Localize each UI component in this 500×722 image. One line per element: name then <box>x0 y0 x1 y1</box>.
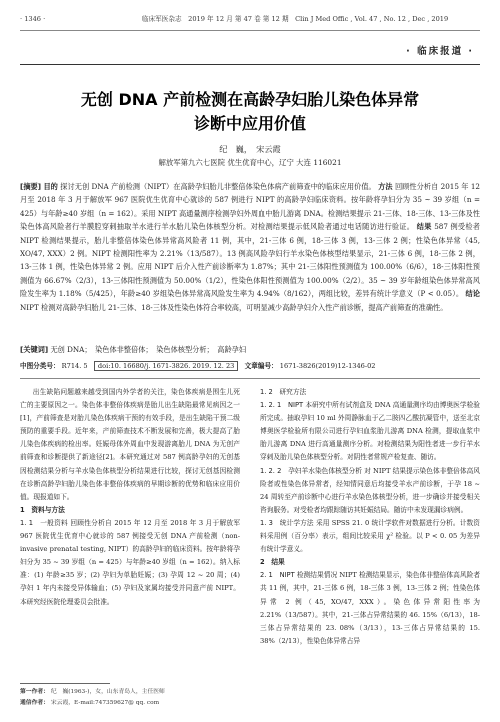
abstract-results-label: 结果 <box>416 222 432 232</box>
subsection-heading: 1. 2 研究方法 <box>260 388 307 396</box>
article-title <box>20 88 480 136</box>
section-rule <box>20 64 480 65</box>
abstract-label: [摘要] <box>20 182 42 191</box>
corresponding-author: 宋云霞，E-mail:747359627@ qq. com <box>50 699 160 706</box>
title-line-2: 诊断中应用价值 <box>193 114 306 133</box>
abstract-results: 587 例受检者 NIPT 检测结果提示，胎儿非整倍体染色体异常高风险者 11 例，其中，21-三体 6 例，18-三体 3 例，13-三体 2 例；性染色体异常（45, XO/47, XXX）2 例。NIPT 检测阳性率为 2.21%（13/587）。13 例高风险孕妇行羊水染色体核型结果显示，21-三体 6 例，18-三体 2 例，13-三体 1 例，性染色体异常 2 例。应用 NIPT 后介入性产前诊断率为 1.87%；其中 21-三体阳性预测值为 100.00%（6/6），18-三体阳性预测值为 66.67%（2/3），13-三体阳性预测值为 50.00%（1/2），性染色体阳性预测值为 100.00%（2/2）。35 ~ 39 岁年龄组染色体异常高风险发生率为 1.18%（5/425），年龄≥40 岁组染色体异常高风险发生率为 4.94%（8/162），两组比较，差异有统计学意义（P < 0.05）。 <box>20 222 480 299</box>
body-column-left <box>20 386 240 609</box>
page-number: · 1346 · <box>20 15 46 23</box>
clc-number: R714. 5 <box>61 362 88 370</box>
abstract-objective-label: 目的 <box>43 182 58 191</box>
doi: doi:10. 16680/j. 1671-3826. 2019. 12. 23 <box>94 361 238 371</box>
subsection-heading: 1. 3 统计学方法 <box>260 518 314 527</box>
corresponding-author-label: 通信作者： <box>20 699 49 706</box>
body-paragraph: 回顾性分析自 2015 年 12 月至 2018 年 3 月于解放军 967 医院优生优育中心就诊的 587 例接受无创 DNA 产前检测（non-invasive prenatal testing, NIPT）的高龄孕妇的临床资料。按年龄将孕妇分为 35 ~ 39 岁组（n = 425）与年龄≥40 岁组（n = 162）。纳入标准：(1) 年龄≥35 岁；(2) 孕妇为单胎妊娠；(3) 孕周 12 ~ 20 周；(4) 孕妇 1 年内未接受异体输血；(5) 孕妇及家属均接受并同意产前 NIPT。本研究经医院伦理委员会批准。 <box>20 518 241 606</box>
article-number: 1671-3826(2019)12-1346-02 <box>279 362 376 370</box>
section-heading: 2 结果 <box>260 558 285 567</box>
running-header <box>20 12 480 26</box>
abstract-conclusion: NIPT 检测对高龄孕妇胎儿 21-三体、18-三体及性染色体符合率较高，可明显减少高龄孕妇介入性产前诊断，提高产前筛查的准确性。 <box>20 302 448 312</box>
column-tag: · 临床报道 · <box>406 46 474 57</box>
body-paragraph: 出生缺陷问题越来越受到国内外学者的关注，染色体疾病是围生儿死亡的主要原因之一。染色体非整倍体疾病是胎儿出生缺陷最常见病因之一[1]，产前筛查是对胎儿染色体疾病干预的有效手段，是出生缺陷干预二级预防的重要手段。近年来，产前筛查技术不断发展和完善，极大提高了胎儿染色体疾病的检出率。妊娠母体外周血中发现游离胎儿 DNA 为无创产前筛查和诊断提供了新途径[2]。本研究通过对 587 例高龄孕妇的无创基因检测结果分析与羊水染色体核型分析结果进行比较，探讨无创基因检测在诊断高龄孕妇胎儿染色体非整倍体疾病的早期诊断的优势和临床应用价值。现报道如下。 <box>20 388 240 501</box>
subsection-heading: 1. 2. 1 NIPT <box>260 401 304 410</box>
clc-label: 中图分类号： <box>20 362 60 370</box>
body-separator <box>20 378 480 379</box>
first-author: 纪 巍(1963-)，女，山东青岛人，主任医师 <box>50 689 165 695</box>
classification-line <box>20 360 480 373</box>
abstract-methods: 回顾性分析自 2015 年 12 月至 2018 年 3 月于解放军 967 医院优生优育中心就诊的 587 例进行 NIPT 的高龄孕妇临床资料。按年龄将孕妇分为 35 ~ 39 岁组（n = 425）与年龄≥40 岁组（n = 162）。采用 NIPT 高通量测序检测孕妇外周血中胎儿游离 DNA。检测结果提示 21-三体、18-三体、13-三体及性染色体高风险者行羊膜腔穿刺抽取羊水进行羊水胎儿染色体核型分析。对检测结果提示低风险者通过电话随访进行验证。 <box>20 182 480 232</box>
keywords-text: 无创 DNA； 染色体非整倍体； 染色体核型分析； 高龄孕妇 <box>50 345 247 354</box>
body-paragraph: NIPT 检测结果显示，染色体非整倍体高风险者共 11 例，其中，21-三体 6 例，18-三体 3 例，13-三体 2 例；性染色体异常 2 例（45, XO/47, XXX）。染色体异常阳性率为 2.21%（13/587）。其中，21-三体占异常结果的 46. 15%（6/13），18-三体占异常结果的 23. 08%（3/13），13-三体占异常结果的 15. 38%（2/13），性染色体异常占异 <box>260 571 481 645</box>
abstract-objective: 探讨无创 DNA 产前检测（NIPT）在高龄孕妇胎儿非整倍体染色体病产前筛查中的临床应用价值。 <box>60 182 376 191</box>
body-column-right <box>260 386 480 648</box>
abstract-methods-label: 方法 <box>378 182 393 191</box>
article-number-label: 文章编号： <box>244 362 278 370</box>
section-heading: 1 资料与方法 <box>20 505 65 514</box>
author-list: 纪 巍， 宋云霞 <box>219 144 281 154</box>
title-line-1: 无创 DNA 产前检测在高龄孕妇胎儿染色体异常 <box>80 90 420 109</box>
subsection-heading: 1. 1 一般资料 <box>20 518 68 527</box>
abstract <box>20 180 480 314</box>
journal-citation: 临床军医杂志 2019 年 12 月 第 47 卷 第 12 期 Clin J Med Offic , Vol. 47 , No. 12 , Dec , 2019 <box>142 15 449 23</box>
subsection-heading: 1. 2. 2 孕妇羊水染色体核型分析 <box>260 466 362 475</box>
footnotes <box>20 687 240 708</box>
keywords-label: [关键词] <box>20 345 49 354</box>
first-author-label: 第一作者： <box>20 689 49 695</box>
body-paragraph: 采用 SPSS 21. 0 统计学软件对数据进行分析。计数资料采用例（百分率）表示，组间比较采用 χ² 检验。以 P < 0. 05 为差异有统计学意义。 <box>260 518 480 554</box>
abstract-conclusion-label: 结论 <box>465 289 480 299</box>
keywords <box>20 343 480 356</box>
body-paragraph: 对 NIPT 结果提示染色体非整倍体高风险者或性染色体异常者，经知情同意后均接受羊水产前诊断，于孕 18 ~ 24 周转至产前诊断中心进行羊水染色体核型分析，进一步确诊并接受相关咨询服务。对受检者均跟踪随访其妊娠结局。随访中未发现漏诊病例。 <box>260 466 480 514</box>
header-rule <box>20 30 480 31</box>
subsection-heading: 2. 1 NIPT 检测结果情况 <box>260 571 338 580</box>
body-paragraph: 本研究中所有试剂盒及 DNA 高通量测序均由博奥医学检验所完成。抽取孕妇 10 ml 外周静脉血于乙二胺四乙酸抗凝管中，送至北京博奥医学检验所有限公司进行孕妇血浆胎儿游离 DNA 检测，提取血浆中胎儿游离 DNA 进行高通量测序分析。对检测结果为阳性者进一步行羊水穿刺及胎儿染色体核型分析。对阴性者常规产检复查、随访。 <box>260 401 480 462</box>
footnote-rule <box>20 683 110 684</box>
affiliation: 解放军第九六七医院 优生优育中心，辽宁 大连 116021 <box>158 158 342 167</box>
